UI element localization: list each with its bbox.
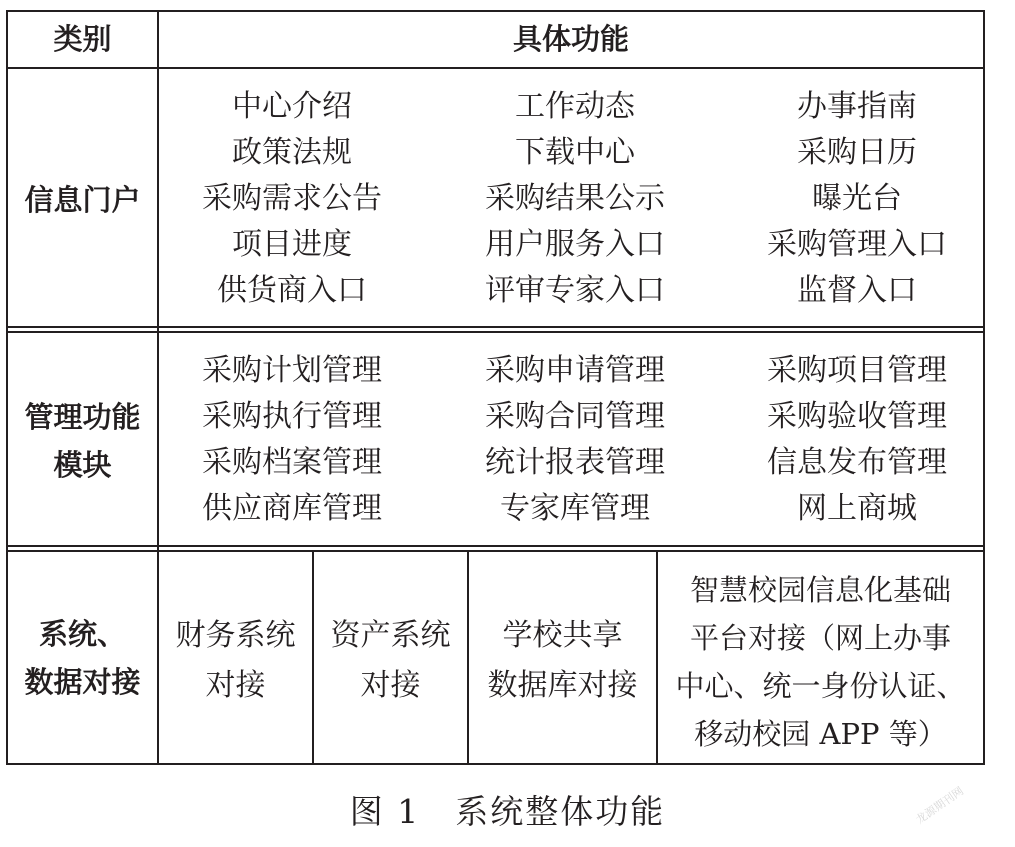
portal-item: 评审专家入口 xyxy=(485,273,665,308)
portal-item: 采购日历 xyxy=(797,135,917,170)
section-divider-2a xyxy=(6,545,985,547)
management-item: 信息发布管理 xyxy=(767,445,947,480)
figure-caption: 图 1 系统整体功能 xyxy=(349,792,666,831)
shared-database-cell xyxy=(469,611,656,711)
header-functions: 具体功能 xyxy=(512,22,629,56)
finance-system-line1: 财务系统 xyxy=(175,618,296,653)
category-integration xyxy=(8,610,157,706)
portal-item: 政策法规 xyxy=(232,135,352,170)
smart-campus-line: 中心、统一身份认证、 xyxy=(675,669,966,703)
portal-item: 曝光台 xyxy=(812,181,902,216)
smart-campus-line: 平台对接（网上办事 xyxy=(689,621,951,655)
category-management xyxy=(8,393,157,489)
management-item: 采购计划管理 xyxy=(202,353,382,388)
asset-system-line1: 资产系统 xyxy=(330,618,451,653)
portal-item: 下载中心 xyxy=(515,135,635,170)
portal-item: 采购管理入口 xyxy=(767,227,947,262)
finance-system-line2: 对接 xyxy=(205,668,266,703)
smart-campus-line: 智慧校园信息化基础 xyxy=(689,573,951,607)
management-item: 采购项目管理 xyxy=(767,353,947,388)
finance-system-cell xyxy=(159,611,312,711)
watermark: 龙源期刊网 xyxy=(913,784,967,827)
category-integration-line2: 数据对接 xyxy=(24,665,141,699)
category-portal: 信息门户 xyxy=(24,183,141,217)
management-item: 统计报表管理 xyxy=(485,445,665,480)
portal-item: 采购结果公示 xyxy=(485,181,665,216)
table-border-bottom xyxy=(6,763,985,765)
portal-item: 办事指南 xyxy=(797,89,917,124)
header-category: 类别 xyxy=(53,22,112,56)
management-item: 采购申请管理 xyxy=(485,353,665,388)
portal-item: 供货商入口 xyxy=(217,273,367,308)
portal-item: 中心介绍 xyxy=(232,89,352,124)
shared-database-line2: 数据库对接 xyxy=(487,668,638,703)
smart-campus-cell xyxy=(658,566,983,758)
table-border-right xyxy=(983,10,985,765)
section-divider-2b xyxy=(6,550,985,552)
shared-database-line1: 学校共享 xyxy=(502,618,623,653)
management-item: 采购执行管理 xyxy=(202,399,382,434)
portal-item: 项目进度 xyxy=(232,227,352,262)
section-divider-1a xyxy=(6,326,985,328)
section-divider-1b xyxy=(6,331,985,333)
portal-item: 工作动态 xyxy=(515,89,635,124)
management-item: 采购验收管理 xyxy=(767,399,947,434)
portal-item: 监督入口 xyxy=(797,273,917,308)
portal-item: 用户服务入口 xyxy=(485,227,665,262)
header-divider xyxy=(6,67,985,69)
asset-system-cell xyxy=(314,611,467,711)
portal-item: 采购需求公告 xyxy=(202,181,382,216)
management-item: 网上商城 xyxy=(797,491,917,526)
management-item: 专家库管理 xyxy=(500,491,650,526)
category-integration-line1: 系统、 xyxy=(38,617,126,651)
smart-campus-line: 移动校园 APP 等） xyxy=(694,717,947,751)
management-item: 供应商库管理 xyxy=(202,491,382,526)
management-item: 采购档案管理 xyxy=(202,445,382,480)
category-management-line2: 模块 xyxy=(53,448,112,482)
management-item: 采购合同管理 xyxy=(485,399,665,434)
category-management-line1: 管理功能 xyxy=(24,400,141,434)
asset-system-line2: 对接 xyxy=(360,668,421,703)
